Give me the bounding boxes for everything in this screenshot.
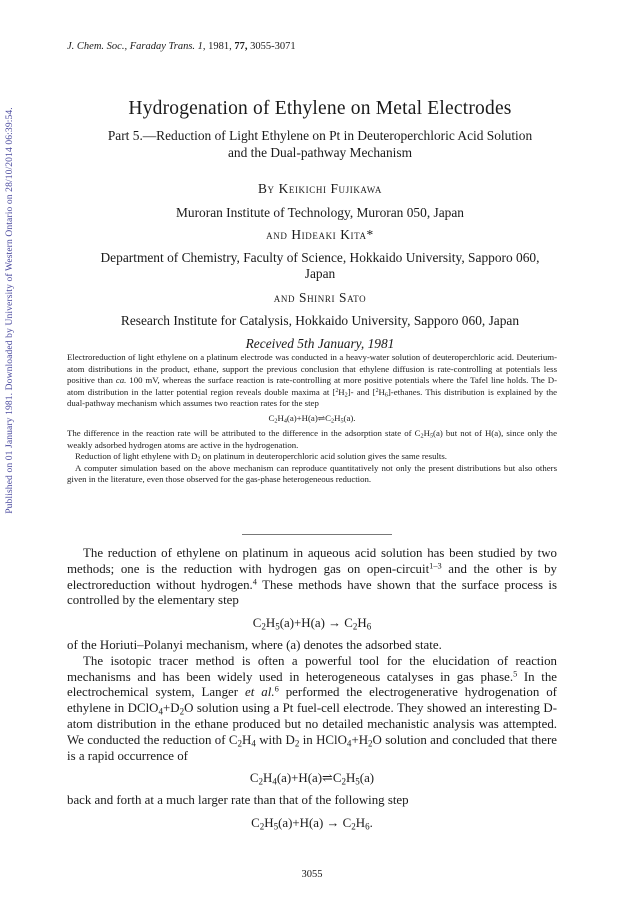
abstract-paragraph: The difference in the reaction rate will be attributed to the difference in the adsorption state of $C_2H_5(a)$ but not of H(a), since only the weakly adsorbed hydrogen atoms are active in the hydrogenation. bbox=[67, 428, 557, 450]
download-info-text: Published on 01 January 1981. Downloaded by University of Western Ontario on 28/10/2014 06:39:54. bbox=[3, 106, 15, 514]
body-equation: $C_2H_4(a)+H(a)\rightleftharpoons C_2H_5(a)$ bbox=[249, 771, 375, 787]
affiliation-line-2: Japan bbox=[304, 266, 336, 281]
author-line-3 bbox=[40, 290, 600, 306]
author-fujikawa: Keikichi Fujikawa bbox=[278, 181, 383, 196]
body-paragraph: The reduction of ethylene on platinum in aqueous acid solution has been studied by two methods; one is the reduction with hydrogen gas on open-circuit$^{1-3}$ and the other is by electroreduction without hydrogen.$^4$ These methods have shown that the surface process is controlled by the elementary step bbox=[67, 546, 557, 608]
by-label: By bbox=[257, 181, 275, 196]
journal-pages: 3055-3071 bbox=[250, 41, 296, 52]
abstract-equation: $C_2H_4(a)+H(a)\rightleftharpoons C_2H_5(a)$. bbox=[268, 412, 356, 425]
page-number: 3055 bbox=[301, 869, 323, 880]
body-paragraph: of the Horiuti–Polanyi mechanism, where (a) denotes the adsorbed state. bbox=[67, 637, 442, 652]
subtitle-line-2: and the Dual-pathway Mechanism bbox=[227, 145, 413, 160]
body-equation: $C_2H_5(a)+H(a) \to C_2H_6$. bbox=[251, 815, 373, 832]
abstract bbox=[67, 352, 557, 486]
body-text bbox=[67, 546, 557, 838]
received-date: Received 5th January, 1981 bbox=[245, 336, 395, 351]
affiliation-line-1: Department of Chemistry, Faculty of Science, Hokkaido University, Sapporo 060, bbox=[100, 250, 540, 265]
subtitle-line-1: Part 5.—Reduction of Light Ethylene on Pt in Deuteroperchloric Acid Solution bbox=[107, 128, 533, 143]
journal-year: 1981, bbox=[208, 41, 232, 52]
article-title: Hydrogenation of Ethylene on Metal Electrodes bbox=[128, 98, 512, 119]
abstract-paragraph: Reduction of light ethylene with $D_2$ on platinum in deuteroperchloric acid solution gives the same results. bbox=[75, 451, 447, 463]
author-sato: Shinri Sato bbox=[299, 290, 367, 305]
and-label-1: and bbox=[266, 227, 288, 242]
abstract-paragraph: Electroreduction of light ethylene on a platinum electrode was conducted in a heavy-water solution of deuteroperchloric acid. Deuterium-atom distributions in the product, ethane, support the previous conclusion that ethylene diffusion is rate-controlling at potentials less positive than ca. 100 mV, whereas the surface reaction is rate-controlling at more positive potentials where the Tafel line holds. The D-atom distribution in the latter potential region reveals double maxima at $[^2H_2]-$ and $[^2H_6]$-ethanes. This distribution is explained by the dual-pathway mechanism which assumes two reaction rates for the step bbox=[67, 352, 557, 408]
section-divider bbox=[242, 534, 392, 535]
article-subtitle bbox=[40, 127, 600, 161]
journal-volume: 77, bbox=[234, 41, 248, 52]
download-info-sidebar bbox=[3, 30, 15, 590]
affiliation-hokkaido-chemistry bbox=[40, 250, 600, 282]
journal-name: J. Chem. Soc., Faraday Trans. 1, bbox=[67, 41, 206, 52]
affiliation-muroran: Muroran Institute of Technology, Muroran 050, Japan bbox=[175, 205, 464, 220]
body-paragraph: The isotopic tracer method is often a powerful tool for the elucidation of reaction mechanisms and has been widely used in heterogeneous catalyses in gas phase.$^5$ In the electrochemical system, Langer et al.$^6$ performed the electrogenerative hydrogenation of ethylene in $DClO_4+D_2O$ solution using a Pt fuel-cell electrode. They showed an interesting D-atom distribution in the ethane produced but no detailed mechanistic analysis was attempted. We conducted the reduction of $C_2H_4$ with $D_2$ in $HClO_4+H_2O$ solution and concluded that there is a rapid occurrence of bbox=[67, 653, 558, 763]
author-line-2 bbox=[40, 227, 600, 243]
abstract-paragraph: A computer simulation based on the above mechanism can reproduce quantitatively not only the present distributions but also others given in the literature, even those observed for the gas-phase heterogeneous reduction. bbox=[67, 462, 557, 484]
author-kita: Hideaki Kita* bbox=[291, 227, 374, 242]
and-label-2: and bbox=[273, 290, 296, 305]
journal-header bbox=[67, 41, 296, 52]
body-equation: $C_2H_5(a)+H(a) \to C_2H_6$ bbox=[252, 616, 372, 632]
body-paragraph: back and forth at a much larger rate than that of the following step bbox=[67, 793, 409, 808]
author-line-1 bbox=[40, 181, 600, 197]
affiliation-catalysis: Research Institute for Catalysis, Hokkaido University, Sapporo 060, Japan bbox=[120, 313, 520, 328]
